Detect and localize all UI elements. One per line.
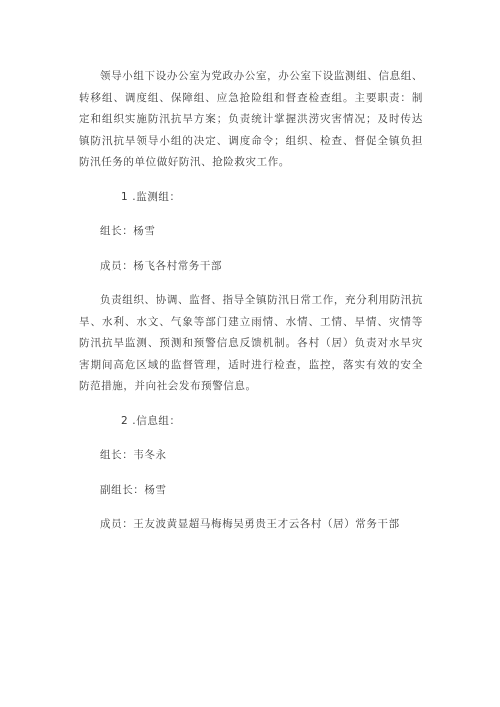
section-heading-monitoring bbox=[79, 187, 423, 209]
section-number: 2 bbox=[121, 414, 129, 427]
intro-paragraph: 领导小组下设办公室为党政办公室，办公室下设监测组、信息组、转移组、调度组、保障组、应急抢险组和督查检查组。主要职责：制定和组织实施防汛抗旱方案；负责统计掌握洪涝灾害情况；及时传达镇防汛抗旱领导小组的决定、调度命令；组织、检查、督促全镇负担防汛任务的单位做好防汛、抢险救灾工作。 bbox=[79, 70, 423, 168]
document-body bbox=[79, 66, 423, 536]
section-number: 1 bbox=[121, 190, 129, 203]
monitoring-members: 成员：杨飞各村常务干部 bbox=[100, 259, 223, 272]
information-leader: 组长：韦冬永 bbox=[100, 449, 167, 461]
section-title: .监测组： bbox=[132, 190, 181, 203]
section-title: .信息组： bbox=[132, 414, 181, 427]
monitoring-duty-paragraph: 负责组织、协调、监督、指导全镇防汛日常工作，充分利用防汛抗旱、水利、水文、气象等部门建立雨情、水情、工情、旱情、灾情等防汛抗旱监测、预测和预警信息反馈机制。各村（居）负责对水旱灾害期间高危区域的监督管理，适时进行检查，监控，落实有效的安全防范措施，并向社会发布预警信息。 bbox=[79, 294, 423, 392]
monitoring-leader: 组长：杨雪 bbox=[100, 225, 156, 237]
information-deputy-leader: 副组长：杨雪 bbox=[100, 483, 167, 496]
information-members: 成员：王友波黄显超马梅梅吴勇贵王才云各村（居）常务干部 bbox=[100, 518, 400, 530]
section-heading-information bbox=[79, 411, 423, 433]
